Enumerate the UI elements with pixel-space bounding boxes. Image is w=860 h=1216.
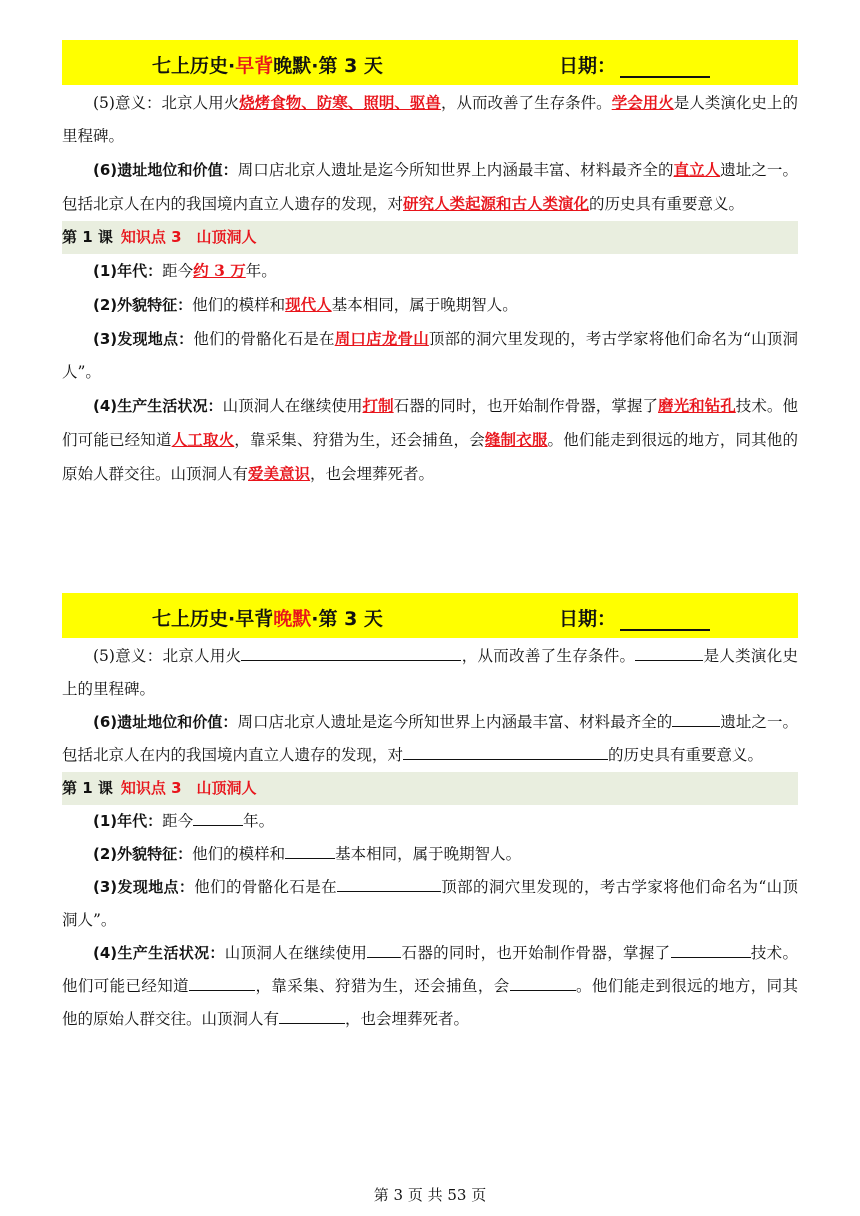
text-span: 是人类演化史上的里程碑。	[62, 647, 798, 698]
text-span: 遗址之一。包括北京人在内的我国境内直立人遗存的发现，对	[62, 161, 798, 213]
text-span: 知识点 3 山顶洞人	[120, 779, 257, 797]
banner-highlight: 早背	[235, 55, 274, 77]
header-banner-evening	[62, 593, 798, 638]
answer: 周口店龙骨山	[334, 329, 429, 348]
text-span: (5)意义：北京人用火	[93, 94, 240, 112]
text-span: 年。	[243, 812, 275, 830]
answer: 爱美意识	[248, 464, 311, 483]
fill-blank[interactable]	[672, 711, 720, 727]
answer: 烧烤食物、防寒、照明、驱兽	[239, 93, 441, 112]
text-span: ·第 3 天	[311, 55, 383, 77]
answer: 学会用火	[611, 93, 674, 112]
text-span: 他们的骨骼化石是在	[193, 330, 335, 348]
text-span: (2)外貌特征：	[93, 845, 193, 863]
text-span: ，靠采集、狩猎为生，还会捕鱼，会	[255, 977, 510, 995]
lesson-heading	[62, 772, 798, 805]
answer: 研究人类起源和古人类演化	[403, 194, 590, 213]
text-span: 周口店北京人遗址是迄今所知世界上内涵最丰富、材料最齐全的	[237, 161, 674, 179]
fill-blank[interactable]	[337, 876, 441, 892]
text-span: 基本相同，属于晚期智人。	[335, 845, 522, 863]
text-span: 第 1 课	[62, 779, 113, 797]
answer: 磨光和钻孔	[658, 396, 736, 415]
text-span: (4)生产生活状况：	[93, 397, 223, 415]
text-span: 七上历史·	[152, 55, 236, 77]
text-span: 晚默	[273, 55, 312, 77]
item-appearance	[62, 288, 798, 322]
text-span: 距今	[162, 812, 194, 830]
text-span: (2)外貌特征：	[93, 296, 193, 314]
text-span: 距今	[162, 262, 194, 280]
fill-blank[interactable]	[279, 1008, 345, 1024]
fill-blank[interactable]	[285, 843, 335, 859]
text-span: ，也会埋葬死者。	[310, 465, 435, 483]
text-span: 七上历史·早背	[152, 608, 274, 630]
text-span: ，从而改善了生存条件。	[461, 647, 636, 665]
text-span: 石器的同时，也开始制作骨器，掌握了	[393, 397, 659, 415]
answer: 缝制衣服	[484, 430, 548, 449]
fill-blank[interactable]	[635, 645, 703, 661]
date-label	[559, 604, 710, 631]
fill-blank[interactable]	[367, 942, 401, 958]
text-span: 日期：	[559, 608, 617, 630]
text-span: 技术。他们可能已经知道	[62, 944, 798, 995]
text-span: 。他们能走到很远的地方，同其他的原始人群交往。山顶洞人有	[62, 431, 798, 483]
paragraph-significance	[62, 86, 798, 153]
answer: 现代人	[285, 295, 332, 314]
paragraph-site-value	[62, 706, 798, 772]
text-span: 他们的骨骼化石是在	[194, 878, 337, 896]
text-span: (3)发现地点：	[93, 330, 194, 348]
answer: 约 3 万	[193, 261, 246, 280]
text-span: 知识点 3 山顶洞人	[120, 228, 257, 246]
morning-section	[62, 86, 798, 491]
item-age	[62, 254, 798, 288]
text-span: 日期：	[559, 55, 617, 77]
text-span: 石器的同时，也开始制作骨器，掌握了	[401, 944, 671, 962]
text-span: 周口店北京人遗址是迄今所知世界上内涵最丰富、材料最齐全的	[237, 713, 673, 731]
text-span: 技术。他们可能已经知道	[62, 397, 798, 449]
item-location	[62, 322, 798, 389]
text-span: 顶部的洞穴里发现的，考古学家将他们命名为“山顶洞人”。	[62, 330, 798, 381]
text-span: ，从而改善了生存条件。	[440, 94, 612, 112]
banner-highlight: 晚默	[273, 608, 312, 630]
text-span: (1)年代：	[93, 262, 163, 280]
item-location	[62, 871, 798, 937]
page-footer: 第 3 页 共 53 页	[373, 1186, 487, 1204]
text-span: 年。	[245, 262, 277, 280]
text-span: (6)遗址地位和价值：	[93, 161, 238, 179]
item-appearance	[62, 838, 798, 871]
text-span: (5)意义：北京人用火	[93, 647, 242, 665]
text-span: 的历史具有重要意义。	[608, 746, 764, 764]
text-span: ，靠采集、狩猎为生，还会捕鱼，会	[234, 431, 485, 449]
paragraph-significance	[62, 640, 798, 706]
text-span: 遗址之一。包括北京人在内的我国境内直立人遗存的发现，对	[62, 713, 798, 764]
fill-blank[interactable]	[189, 975, 255, 991]
fill-blank[interactable]	[510, 975, 576, 991]
text-span: 山顶洞人在继续使用	[222, 397, 363, 415]
paragraph-site-value	[62, 153, 798, 221]
item-life	[62, 389, 798, 491]
answer: 直立人	[673, 160, 721, 179]
text-span: 第 1 课	[62, 228, 113, 246]
text-span: 他们的模样和	[192, 296, 286, 314]
banner-title	[152, 51, 383, 78]
fill-blank[interactable]	[671, 942, 751, 958]
answer: 打制	[362, 396, 394, 415]
text-span: 基本相同，属于晚期智人。	[331, 296, 518, 314]
text-span: (3)发现地点：	[93, 878, 195, 896]
text-span: 。他们能走到很远的地方，同其他的原始人群交往。山顶洞人有	[62, 977, 798, 1028]
text-span: (6)遗址地位和价值：	[93, 713, 238, 731]
text-span: ，也会埋葬死者。	[345, 1010, 470, 1028]
text-span: 顶部的洞穴里发现的，考古学家将他们命名为“山顶洞人”。	[62, 878, 798, 929]
text-span: ·第 3 天	[311, 608, 383, 630]
lesson-heading	[62, 221, 798, 254]
text-span: (4)生产生活状况：	[93, 944, 225, 962]
text-span: 的历史具有重要意义。	[589, 195, 745, 213]
text-span: 山顶洞人在继续使用	[224, 944, 368, 962]
evening-section	[62, 640, 798, 1036]
fill-blank[interactable]	[403, 744, 608, 760]
banner-title	[152, 604, 383, 631]
text-span: 他们的模样和	[192, 845, 286, 863]
item-life	[62, 937, 798, 1036]
fill-blank[interactable]	[193, 810, 243, 826]
header-banner-morning	[62, 40, 798, 85]
item-age	[62, 805, 798, 838]
date-blank[interactable]	[620, 611, 710, 631]
text-span: (1)年代：	[93, 812, 163, 830]
date-blank[interactable]	[620, 58, 710, 78]
answer: 人工取火	[171, 430, 235, 449]
date-label	[559, 51, 710, 78]
fill-blank[interactable]	[241, 645, 461, 661]
text-span: 是人类演化史上的里程碑。	[62, 94, 798, 145]
